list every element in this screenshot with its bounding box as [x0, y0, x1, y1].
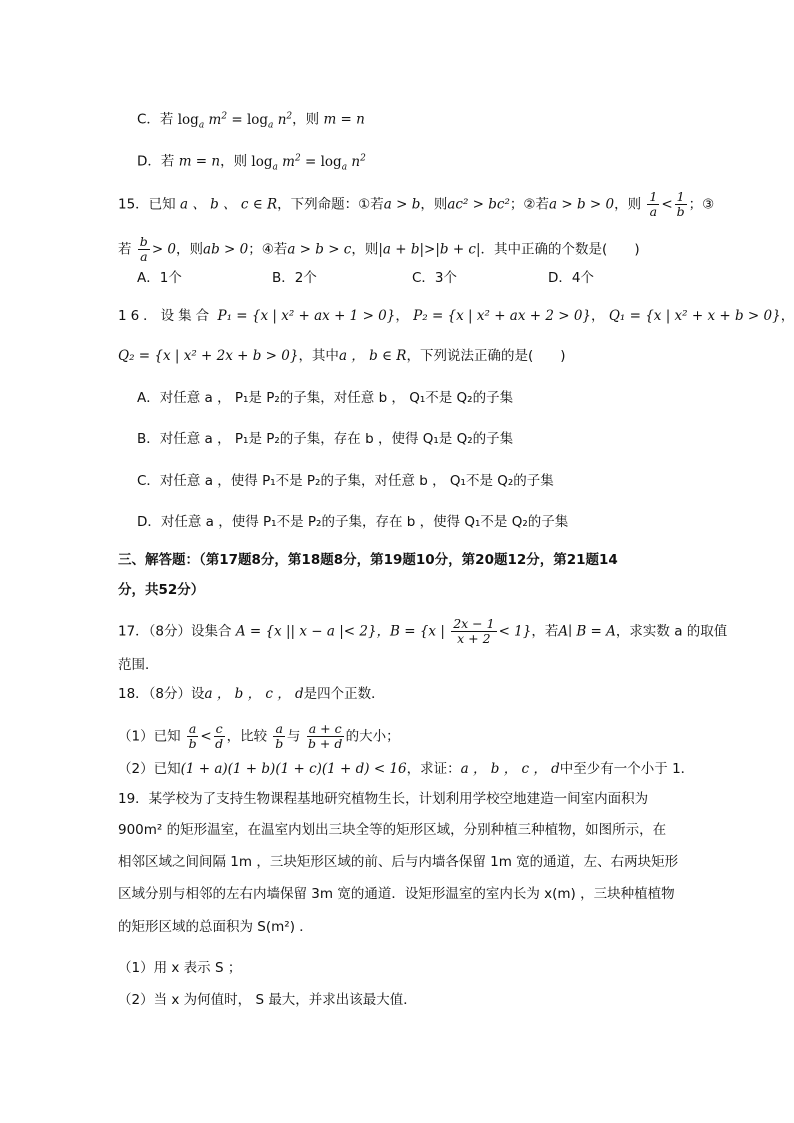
q15-line-1 [118, 190, 714, 219]
question-number: 15．已知 [118, 196, 176, 213]
math: > 0 [151, 241, 177, 258]
q19-line-3: 相邻区域之间间隔 1m ，三块矩形区域的前、后与内墙各保留 1m 宽的通道，左、右两块矩形 [118, 854, 679, 870]
math: = $\log_a$ [231, 111, 274, 131]
text: ，则 [292, 111, 320, 128]
math: a ， b ， c ， d [204, 686, 304, 702]
math: ab > 0 [203, 241, 249, 258]
fraction: $\frac{1}{b}$ [676, 189, 685, 219]
text: ，求证： [406, 761, 461, 777]
math: $\log_a$ [177, 111, 205, 131]
section-heading-cont: 分，共52分） [118, 582, 205, 598]
q15-option-d: D．4个 [548, 270, 594, 286]
math: ac² > bc² [447, 196, 510, 213]
q16-option-c: C．对任意 a ，使得 P₁不是 P₂的子集，对任意 b ， Q₁不是 Q₂的子集 [137, 473, 554, 489]
fraction: $\frac{2x - 1}{x + 2}$ [453, 616, 495, 646]
math: $n^2$ [277, 111, 293, 128]
q19-line-1: 19．某学校为了支持生物课程基地研究植物生长，计划利用学校空地建造一间室内面积为 [118, 791, 649, 807]
text: 是四个正数． [303, 686, 385, 702]
math: P₁ = {x | x² + ax + 1 > 0} [217, 308, 396, 324]
q19-line-2: 900m² 的矩形温室，在温室内划出三块全等的矩形区域，分别种植三种植物，如图所示，在 [118, 822, 667, 838]
q18-line-1 [118, 684, 385, 704]
q16-option-d: D．对任意 a ，使得 P₁不是 P₂的子集，存在 b ，使得 Q₁不是 Q₂的子集 [137, 514, 569, 530]
text: 中至少有一个小于 1． [559, 761, 695, 777]
q14-option-c [137, 106, 365, 135]
text: ，求实数 a 的取值 [615, 623, 728, 640]
text: ．其中正确的个数是( ) [480, 241, 640, 258]
text: （2）已知 [118, 761, 181, 777]
q18-part-1: （1）已知 $\frac{a}{b}$ < $\frac{c}{d}$ ，比较 $\frac{a}{b}$ 与 $\frac{a + c}{b + d}$ 的大小； [118, 721, 400, 751]
math: P₂ = {x | x² + ax + 2 > 0} [413, 308, 592, 324]
text: ，若 [531, 623, 559, 640]
math: A∣ B = A [558, 623, 616, 640]
math: $n^2$ [351, 153, 366, 170]
text: ，下列命题：①若 [277, 196, 384, 213]
question-number: 18．（8分）设 [118, 686, 205, 702]
math: < [661, 196, 673, 213]
math: |a + b|>|b + c| [378, 241, 481, 258]
text: ，则 [351, 241, 379, 258]
q17-line-1 [118, 617, 727, 646]
fraction: $\frac{b}{a}$ [139, 234, 148, 264]
fraction: $\frac{a}{b}$ [188, 721, 197, 751]
q15-line-2 [118, 235, 640, 264]
text: ，则 [614, 196, 642, 213]
math: m = n [323, 111, 365, 128]
q19-line-4: 区域分别与相邻的左右内墙保留 3m 宽的通道．设矩形温室的室内长为 x(m) ，三块种植植物 [118, 886, 675, 902]
text: ；③ [688, 196, 715, 213]
separator: ， [395, 308, 409, 324]
text: ，则 [176, 241, 204, 258]
math: a > b > 0 [549, 196, 615, 213]
math: = $\log_a$ [305, 153, 348, 173]
option-label: D．若 [137, 153, 175, 170]
math: < 1} [498, 623, 532, 640]
math: a 、 b 、 c ∈ R [179, 196, 278, 213]
q18-part-2 [118, 759, 694, 779]
text: （1）已知 [118, 728, 181, 745]
q15-option-c: C．3个 [412, 270, 458, 286]
text: ，则 [220, 153, 248, 170]
q15-option-a: A．1个 [137, 270, 182, 286]
text: ；②若 [509, 196, 549, 213]
q16-option-b: B．对任意 a ， P₁是 P₂的子集，存在 b ，使得 Q₁是 Q₂的子集 [137, 431, 514, 447]
q19-part-1: （1）用 x 表示 S ； [118, 960, 242, 976]
text: ；④若 [248, 241, 288, 258]
fraction: $\frac{1}{a}$ [649, 189, 658, 219]
q19-part-2: （2）当 x 为何值时， S 最大，并求出该最大值． [118, 992, 417, 1008]
q17-line-2: 范围． [118, 657, 159, 673]
q19-line-5: 的矩形区域的总面积为 S(m²) ． [118, 919, 313, 935]
math: A = {x || x − a |< 2} [235, 623, 377, 640]
text: ，其中 [298, 348, 339, 364]
text: 的大小； [345, 728, 400, 745]
fraction: $\frac{a + c}{b + d}$ [307, 721, 343, 751]
math: $m^2$ [282, 153, 301, 170]
math: m = n [178, 153, 221, 170]
text: ，下列说法正确的是( ) [406, 348, 566, 364]
question-number: 16．设集合 [118, 308, 214, 324]
math: $m^2$ [208, 111, 228, 128]
math: a > b > c [287, 241, 352, 258]
math: a ， b ， c ， d [460, 761, 560, 777]
q15-option-b: B．2个 [272, 270, 317, 286]
q16-line-1 [118, 306, 794, 326]
math: ，B = {x | [376, 623, 445, 640]
text: 与 [286, 728, 301, 745]
section-heading: 三、解答题：（第17题8分，第18题8分，第19题10分，第20题12分，第21题14 [118, 552, 618, 568]
fraction: $\frac{a}{b}$ [275, 721, 284, 751]
text: 若 [118, 241, 132, 258]
q16-line-2 [118, 346, 566, 366]
math: a > b [383, 196, 421, 213]
separator: ， [780, 308, 794, 324]
text: ，则 [420, 196, 448, 213]
math: a ， b ∈ R [338, 348, 407, 364]
math: (1 + a)(1 + b)(1 + c)(1 + d) < 16 [180, 761, 407, 777]
text: ，比较 [226, 728, 268, 745]
math: Q₂ = {x | x² + 2x + b > 0} [118, 348, 299, 364]
separator: ， [591, 308, 605, 324]
q16-option-a: A．对任意 a ， P₁是 P₂的子集，对任意 b ， Q₁不是 Q₂的子集 [137, 390, 514, 406]
fraction: $\frac{c}{d}$ [215, 721, 224, 751]
math: $\log_a$ [251, 153, 278, 173]
question-number: 17．（8分）设集合 [118, 623, 232, 640]
math: Q₁ = {x | x² + x + b > 0} [608, 308, 781, 324]
q14-option-d [137, 148, 366, 177]
option-label: C．若 [137, 111, 174, 128]
